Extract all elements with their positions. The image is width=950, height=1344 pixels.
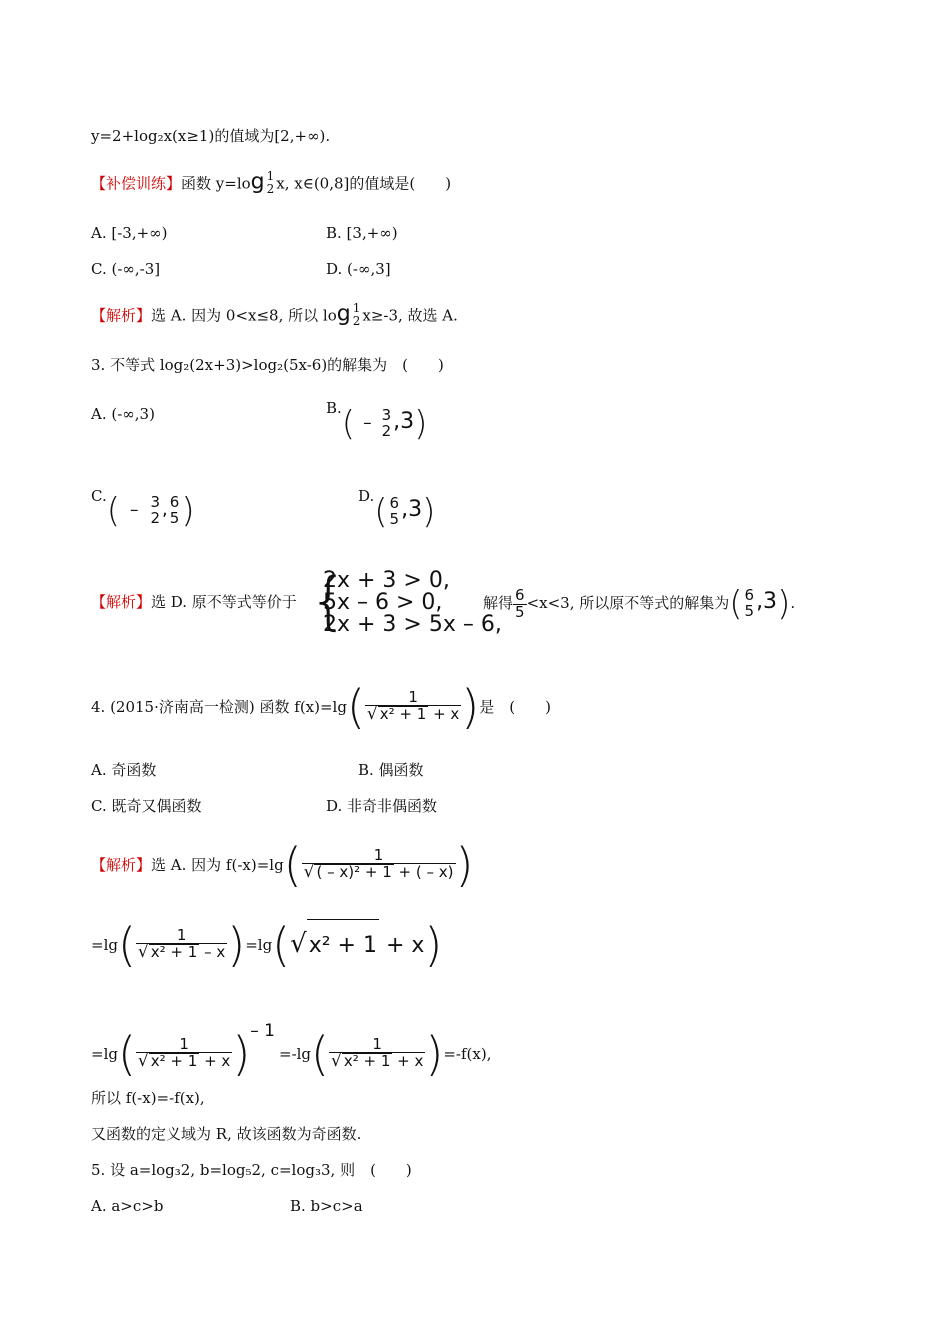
q5-option-b: B. b>c>a: [290, 1197, 363, 1215]
compensation-question: 【补偿训练】函数 y=log 1 2 x, x∈(0,8]的值域是( ): [91, 169, 452, 196]
solution-tag: 【解析】: [91, 856, 152, 874]
option-d: D. (-∞,3]: [326, 260, 391, 278]
q3-solution-lead: 【解析】选 D. 原不等式等价于: [91, 593, 297, 611]
q5-option-a: A. a>c>b: [91, 1197, 164, 1215]
q3-option-c: C.( – 3 2 , 6 5 ): [91, 487, 195, 531]
q4-solution-line-3: =lg( $\frac{1}{\text{√ x² + 1 + x}}$ )– 1=-lg( $\frac{1}{\text{√ x² + 1 + x}}$ )=-f(x),: [91, 1021, 492, 1081]
q4-option-b: B. 偶函数: [358, 761, 424, 779]
text-line: y=2+log₂x(x≥1)的值域为[2,+∞).: [91, 127, 331, 145]
solution-tag: 【解析】: [91, 306, 152, 325]
q3-option-a: A. (-∞,3): [91, 405, 155, 423]
option-c: C. (-∞,-3]: [91, 260, 161, 278]
q4-solution-line-5: 又函数的定义域为 R, 故该函数为奇函数.: [91, 1125, 362, 1143]
solution-tag: 【解析】: [91, 593, 152, 611]
solution: 【解析】选 A. 因为 0<x≤8, 所以 log 1 2 x≥-3, 故选 A.: [91, 301, 458, 328]
brace: {: [309, 564, 349, 637]
q4-solution-line-4: 所以 f(-x)=-f(x),: [91, 1089, 205, 1107]
section-tag: 【补偿训练】: [91, 174, 182, 193]
q4-solution-line-1: 【解析】选 A. 因为 f(-x)=lg( $\frac{1}{\text{√ ( – x)² + 1 + ( – x)}}$ ): [91, 838, 474, 892]
q4-option-a: A. 奇函数: [91, 761, 157, 779]
q4-option-d: D. 非奇非偶函数: [326, 797, 438, 815]
option-a: A. [-3,+∞): [91, 224, 168, 242]
q4-solution-line-2: =lg( $\frac{1}{\text{√ x² + 1 – x}}$ )=lg(√x² + 1 + x): [91, 918, 443, 972]
q3-option-d: D.( 6 5 ,3): [358, 487, 436, 532]
question-5: 5. 设 a=log₃2, b=log₅2, c=log₃3, 则 ( ): [91, 1161, 412, 1179]
q4-option-c: C. 既奇又偶函数: [91, 797, 202, 815]
option-b: B. [3,+∞): [326, 224, 398, 242]
question-3: 3. 不等式 log₂(2x+3)>log₂(5x-6)的解集为 ( ): [91, 356, 444, 374]
q3-solution-result: 解得 $\frac{6}{5}$ <x<3, 所以原不等式的解集为( 6 5 ,3).: [483, 584, 796, 624]
question-4: 4. (2015·济南高一检测) 函数 f(x)=lg( $\frac{1}{\text{√ x² + 1 + x}}$ )是 ( ): [91, 680, 551, 734]
q3-option-b: B.( – 3 2 ,3): [326, 399, 428, 444]
